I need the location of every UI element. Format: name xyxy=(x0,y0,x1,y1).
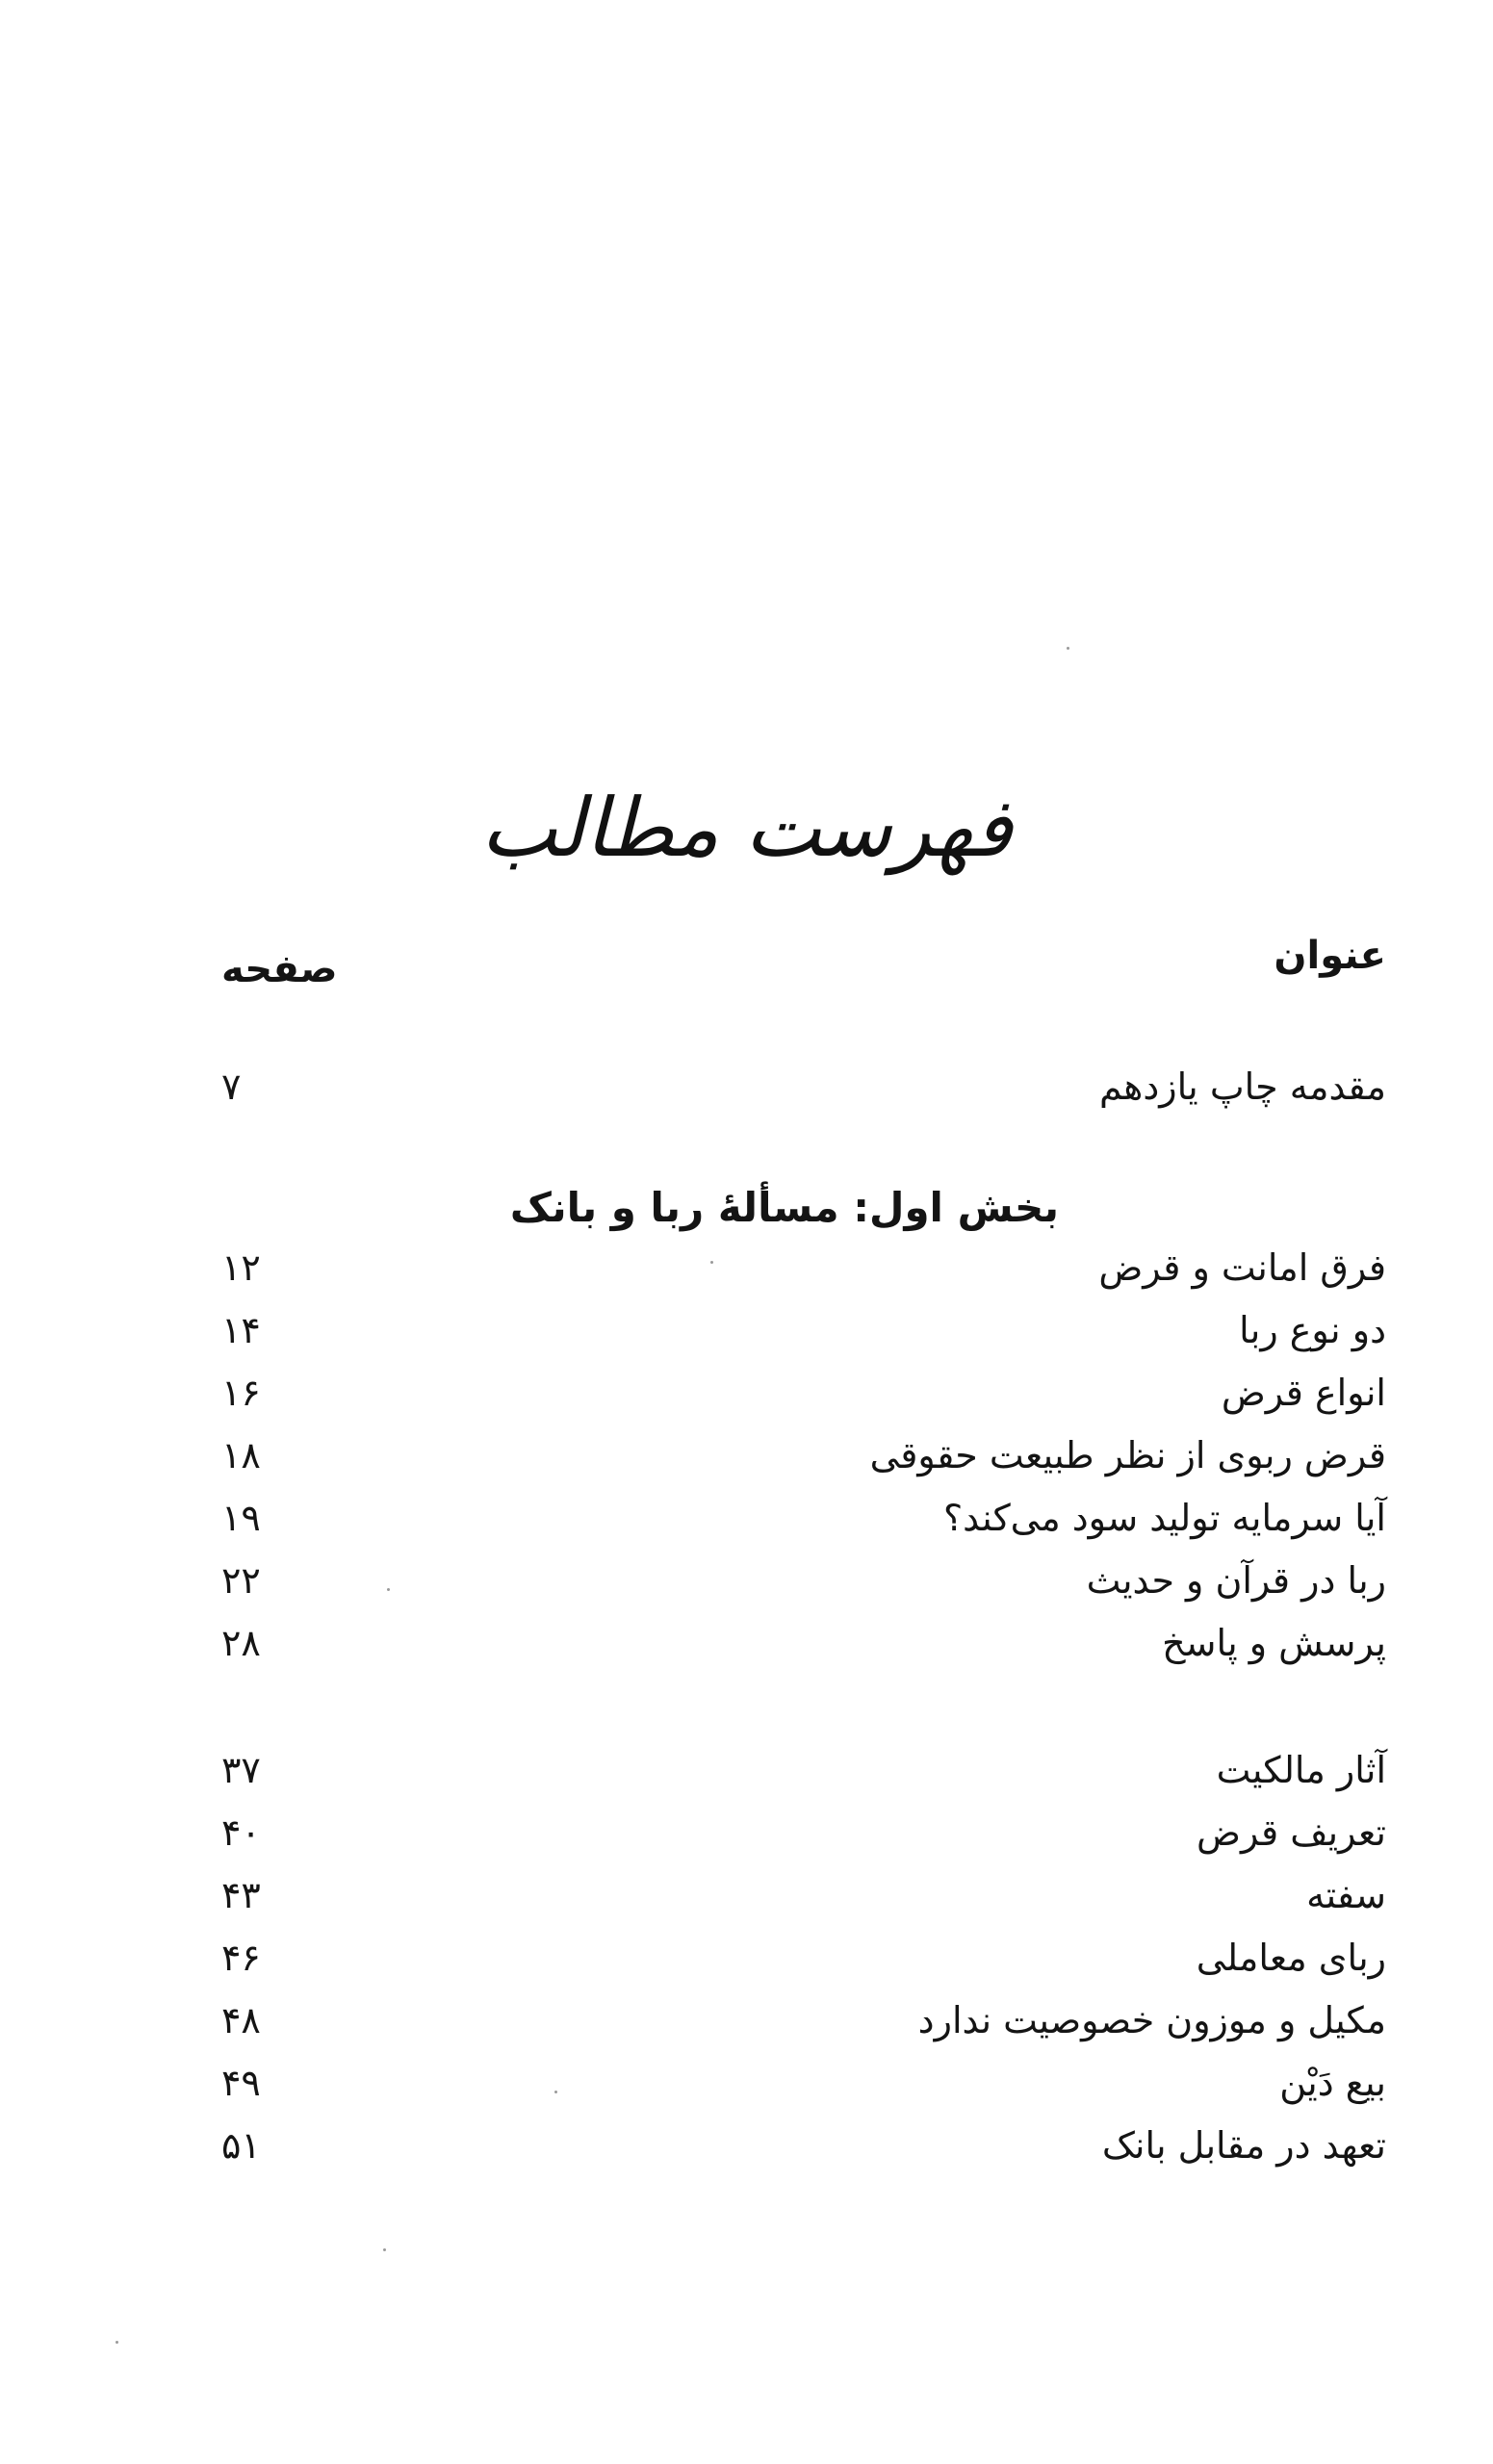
toc-entry[interactable] xyxy=(221,2053,1386,2113)
scan-speck xyxy=(116,2341,118,2344)
toc-entry[interactable] xyxy=(221,1300,1386,1360)
toc-entry-page: ۱۴ xyxy=(221,1309,261,1351)
toc-entry-page: ۱۹ xyxy=(221,1497,261,1539)
toc-entry-page: ۴۸ xyxy=(221,1999,261,2041)
toc-entry-title: دو نوع ربا xyxy=(1239,1309,1386,1351)
toc-entry-title: سفته xyxy=(1306,1874,1386,1916)
toc-entry-title: ربا در قرآن و حدیث xyxy=(1086,1559,1386,1602)
toc-entry[interactable] xyxy=(221,2116,1386,2175)
column-header-row xyxy=(221,926,1386,991)
toc-entry-title: تعهد در مقابل بانک xyxy=(1101,2124,1386,2167)
toc-entry[interactable] xyxy=(221,1363,1386,1423)
toc-entry[interactable] xyxy=(221,1865,1386,1925)
toc-entry-page: ۱۸ xyxy=(221,1434,261,1476)
toc-entry-page: ۴۶ xyxy=(221,1937,261,1979)
toc-entry-intro[interactable] xyxy=(221,1057,1386,1116)
toc-entry[interactable] xyxy=(221,1551,1386,1610)
toc-entry-title: انواع قرض xyxy=(1221,1372,1386,1414)
toc-entry[interactable] xyxy=(221,1238,1386,1297)
scan-speck xyxy=(383,2248,386,2251)
scan-speck xyxy=(1067,647,1069,650)
toc-entry-title: قرض ربوی از نظر طبیعت حقوقی xyxy=(869,1434,1386,1476)
scan-speck xyxy=(710,1261,713,1264)
page-title: فهرست مطالب xyxy=(480,781,1013,875)
toc-entry-title: پرسش و پاسخ xyxy=(1162,1622,1386,1664)
column-header-title: عنوان xyxy=(1274,934,1386,978)
toc-entry-title: آثار مالکیت xyxy=(1216,1749,1386,1791)
toc-entry-page: ۳۷ xyxy=(221,1749,261,1791)
toc-entry-title: تعریف قرض xyxy=(1197,1811,1386,1854)
toc-entry-page: ۴۳ xyxy=(221,1874,261,1916)
toc-entry-title: بیع دَیْن xyxy=(1279,2062,1386,2104)
column-header-page: صفحه xyxy=(221,947,338,991)
toc-entry-title: مقدمه چاپ یازدهم xyxy=(1098,1065,1386,1108)
toc-entry[interactable] xyxy=(221,1613,1386,1673)
toc-entry-title: فرق امانت و قرض xyxy=(1098,1246,1386,1289)
toc-entry[interactable] xyxy=(221,1990,1386,2050)
toc-entry[interactable] xyxy=(221,1740,1386,1800)
toc-entry[interactable] xyxy=(221,1488,1386,1548)
toc-entry-title: آیا سرمایه تولید سود می‌کند؟ xyxy=(942,1497,1386,1539)
toc-entry[interactable] xyxy=(221,1425,1386,1485)
toc-entry-page: ۴۹ xyxy=(221,2062,261,2104)
toc-entry-page: ۲۲ xyxy=(221,1559,261,1602)
toc-entry-page: ۱۶ xyxy=(221,1372,261,1414)
toc-entry-page: ۴۰ xyxy=(221,1811,261,1854)
toc-entry-page: ۷ xyxy=(221,1065,242,1108)
toc-entry-page: ۱۲ xyxy=(221,1246,261,1289)
toc-entry-title: ربای معاملی xyxy=(1196,1937,1386,1979)
scan-speck xyxy=(554,2091,557,2093)
toc-entry-page: ۵۱ xyxy=(221,2124,261,2167)
toc-entry[interactable] xyxy=(221,1803,1386,1862)
scan-speck xyxy=(387,1588,390,1591)
toc-entry-page: ۲۸ xyxy=(221,1622,261,1664)
toc-entry[interactable] xyxy=(221,1928,1386,1988)
toc-entry-title: مکیل و موزون خصوصیت ندارد xyxy=(917,1999,1386,2041)
section-heading: بخش اول: مسألهٔ ربا و بانک xyxy=(509,1184,1059,1231)
